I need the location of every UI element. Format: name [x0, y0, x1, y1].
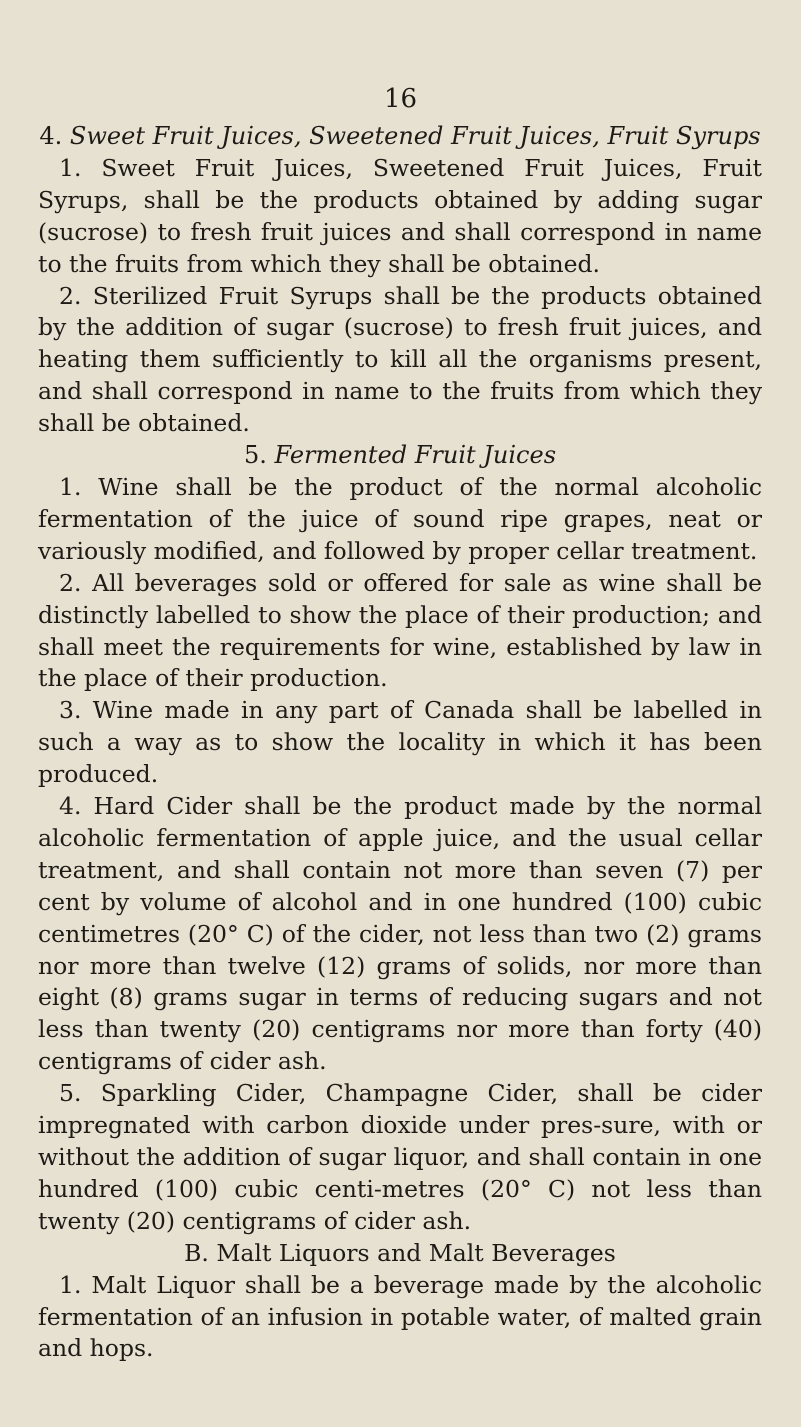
section-heading-b: B. Malt Liquors and Malt Beverages — [184, 1238, 616, 1267]
paragraph-b-1: 1. Malt Liquor shall be a beverage made by the alcoholic fermentation of an infusion in potable water, of malted grain and hops. — [38, 1270, 762, 1363]
page-content — [38, 121, 762, 1365]
page-number: 16 — [383, 84, 418, 114]
paragraph-5-4: 4. Hard Cider shall be the product made by the normal alcoholic fermentation of apple juice, and the usual cellar treatment, and shall contain not more than seven (7) per cent by volume of alcohol and in one hundred (100) cubic centimetres (20° C) of the cider, not less than two (2) grams nor more than twelve (12) grams of solids, nor more than eight (8) grams sugar in terms of reducing sugars and not less than twenty (20) centigrams nor more than forty (40) centigrams of cider ash. — [38, 792, 762, 1076]
section-number-5: 5. — [243, 441, 267, 470]
paragraph-5-2: 2. All beverages sold or offered for sale as wine shall be distinctly labelled to show the place of their production; and shall meet the requirements for wine, established by law in the place of their production. — [38, 568, 762, 693]
paragraph-5-3: 3. Wine made in any part of Canada shall be labelled in such a way as to show the locality in which it has been produced. — [38, 696, 762, 789]
section-number-4: 4. — [39, 122, 63, 150]
paragraph-4-2: 2. Sterilized Fruit Syrups shall be the products obtained by the addition of sugar (sucrose) to fresh fruit juices, and heating them sufficiently to kill all the organisms present, and shall correspond in name to the fruits from which they shall be obtained. — [38, 281, 762, 438]
section-title-5: Fermented Fruit Juices — [274, 441, 557, 470]
section-title-4: Sweet Fruit Juices, Sweetened Fruit Juices, Fruit Syrups — [69, 122, 761, 150]
paragraph-5-1: 1. Wine shall be the product of the normal alcoholic fermentation of the juice of sound ripe grapes, neat or variously modified, and followed by proper cellar treatment. — [38, 472, 762, 565]
paragraph-4-1: 1. Sweet Fruit Juices, Sweetened Fruit Juices, Fruit Syrups, shall be the products obtained by adding sugar (sucrose) to fresh fruit juices and shall correspond in name to the fruits from which they shall be obtained. — [38, 153, 762, 278]
section-heading-5 — [38, 440, 762, 472]
paragraph-5-5: 5. Sparkling Cider, Champagne Cider, shall be cider impregnated with carbon dioxide under pres-sure, with or without the addition of sugar liquor, and shall contain in one hundred (100) cubic centi-metres (20° C) not less than twenty (20) centigrams of cider ash. — [38, 1079, 762, 1235]
section-heading-4 — [38, 121, 762, 153]
